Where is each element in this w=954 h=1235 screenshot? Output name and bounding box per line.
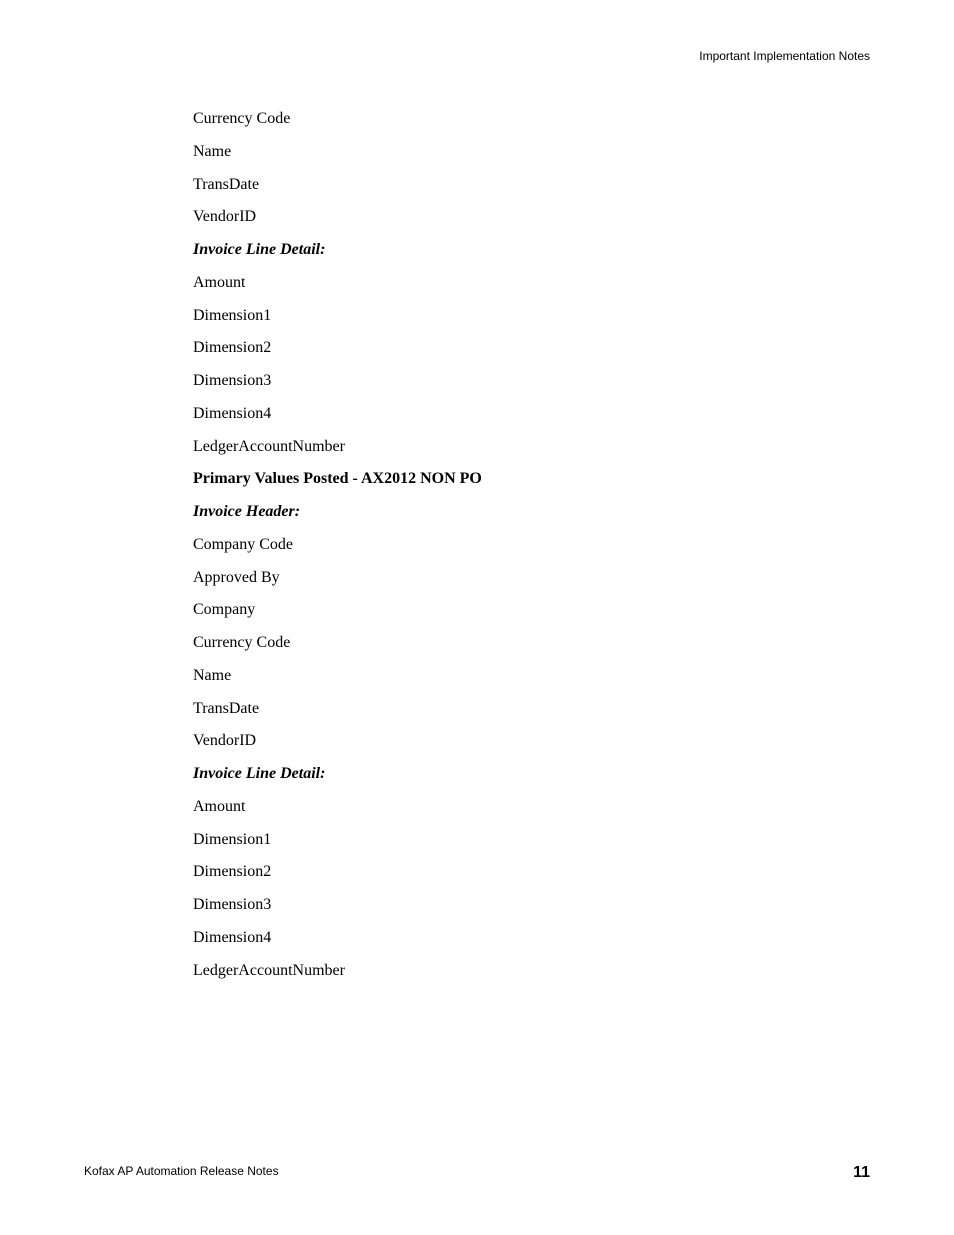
field-list-item: Dimension2 — [193, 863, 272, 881]
footer-document-title: Kofax AP Automation Release Notes — [84, 1164, 279, 1178]
field-list-item: LedgerAccountNumber — [193, 961, 345, 979]
section-heading: Primary Values Posted - AX2012 NON PO — [193, 470, 482, 488]
field-list-item: Dimension2 — [193, 339, 272, 357]
field-list-item: Company Code — [193, 535, 293, 553]
subheading-invoice-line-detail: Invoice Line Detail: — [193, 765, 326, 782]
field-list-item: TransDate — [193, 175, 260, 193]
field-list-item: Dimension4 — [193, 404, 272, 422]
field-list-item: Amount — [193, 273, 246, 291]
field-list-item: Name — [193, 142, 232, 160]
field-list-item: VendorID — [193, 732, 257, 750]
field-list-item: Dimension1 — [193, 830, 272, 848]
field-list-item: TransDate — [193, 699, 260, 717]
field-list-item: Name — [193, 666, 232, 684]
field-list-item: Currency Code — [193, 110, 291, 127]
field-list-item: Dimension3 — [193, 896, 272, 913]
running-header: Important Implementation Notes — [699, 49, 870, 63]
subheading-invoice-line-detail: Invoice Line Detail: — [193, 241, 326, 258]
field-list-item: Company — [193, 601, 256, 619]
page-number: 11 — [853, 1164, 870, 1181]
field-list-item: Approved By — [193, 568, 280, 586]
field-list-item: Dimension4 — [193, 928, 272, 946]
field-list-item: Amount — [193, 797, 246, 815]
field-list-item: Currency Code — [193, 634, 291, 651]
field-list-item: Dimension3 — [193, 372, 272, 389]
field-list-item: Dimension1 — [193, 306, 272, 324]
field-list — [193, 108, 793, 992]
subheading-invoice-header: Invoice Header: — [193, 503, 301, 520]
field-list-item: LedgerAccountNumber — [193, 437, 345, 455]
field-list-item: VendorID — [193, 208, 257, 226]
